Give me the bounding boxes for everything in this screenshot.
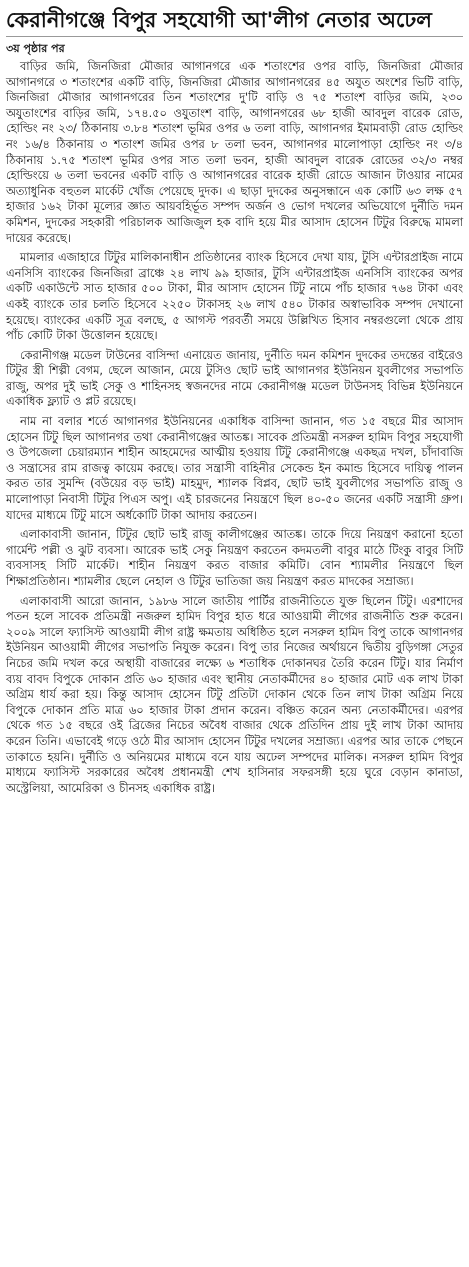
article-headline: কেরানীগঞ্জে বিপুর সহযোগী আ'লীগ নেতার অঢেল: [6, 8, 432, 32]
article-paragraph: মামলার এজাহারে টিটুর মালিকানাধীন প্রতিষ্ঠানের ব্যাংক হিসেবে দেখা যায়, টুসি এন্টারপ্রাইজ নামে এনসিসি ব্যাংকের জিনজিরা ব্রাঞ্চে ২৪ লাখ ৯৯ হাজার, টুসি এন্টারপ্রাইজ এনসিসি ব্যাংকের অপর একটি একাউন্টে সাত হাজার ৫০০ টাকা, মীর আসাদ হোসেন টিটু নামে পাঁচ হাজার ৭৬৪ টাকা এবং একই ব্যাংকে তার চলতি হিসেবে ২২৫০ টাকাসহ ২৬ লাখ ৫৪০ টাকার অস্বাভাবিক সম্পদ দেখানো হয়েছে। ব্যাংকের একটি সূত্র বলছে, ৫ আগস্ট পরবর্তী সময়ে উল্লিখিত হিসাব নম্বরগুলো থেকে প্রায় পাঁচ কোটি টাকা উত্তোলন হয়েছে।: [6, 251, 463, 343]
article-paragraph: কেরানীগঞ্জ মডেল টাউনের বাসিন্দা এনায়েত জানায়, দুর্নীতি দমন কমিশন দুদকের তদন্তের বাইরেও টিটুর স্ত্রী শিল্পী বেগম, ছেলে আজান, মেয়ে টুসিও ছোট ভাই আগানগর ইউনিয়ন যুবলীগের সভাপতি রাজু, অপর দুই ভাই সেকু ও শাহিনসহ স্বজনদের নামে কেরানীগঞ্জ মডেল টাউনসহ বিভিন্ন ইউনিয়নে একাধিক ফ্ল্যাট ও প্লট রয়েছে।: [6, 348, 463, 409]
article-paragraph: এলাকাবাসী আরো জানান, ১৯৮৬ সালে জাতীয় পার্টির রাজনীতিতে যুক্ত ছিলেন টিটু। এরশাদের পতন হলে সাবেক প্রতিমন্ত্রী নজরুল হামিদ বিপুর হাত ধরে আওয়ামী লীগের রাজনীতি শুরু করেন। ২০০৯ সালে ফ্যাসিস্ট আওয়ামী লীগ রাষ্ট্র ক্ষমতায় অধিষ্ঠিত হলে নসরুল হামিদ বিপু তাকে আগানগর ইউনিয়ন আওয়ামী লীগের সভাপতি নিযুক্ত করেন। বিপু তার নিজের অর্থায়নে দ্বিতীয় বুড়িগঙ্গা সেতুর নিচের জমি দখল করে অস্থায়ী বাজারের লক্ষ্যে ৬ শতাধিক দোকানঘর তৈরি করেন টিটু। যার নির্মাণ ব্যয় বাবদ বিপুকে দোকান প্রতি ৬০ হাজার এবং স্থানীয় নেতাকর্মীদের ৪০ হাজার মোট এক লাখ টাকা অগ্রিম ধার্য করা হয়। কিন্তু আসাদ হোসেন টিটু প্রতিটা দোকান থেকে তিন লাখ টাকা অগ্রিম নিয়ে বিপুকে দোকান প্রতি মাত্র ৬০ হাজার টাকা প্রদান করেন। বঞ্চিত করেন অন্য নেতাকর্মীদের। এরপর থেকে গত ১৫ বছরে ওই ব্রিজের নিচের অবৈধ বাজার থেকে প্রতিদিন প্রায় দুই লাখ টাকা আদায় করেন তিনি। এভাবেই গড়ে ওঠে মীর আসাদ হোসেন টিটুর দখলের সম্রাজ্য। এরপর আর তাকে পেছনে তাকাতে হয়নি। দুর্নীতি ও অনিয়মের মাধ্যমে বনে যায় অঢেল সম্পদের মালিক। নসরুল হামিদ বিপুর মাধ্যমে ফ্যাসিস্ট সরকারের অবৈধ প্রধানমন্ত্রী শেখ হাসিনার সফরসঙ্গী হয়ে ঘুরে বেড়ান কানাডা, অস্ট্রেলিয়া, আমেরিকা ও চীনসহ একাধিক রাষ্ট্র।: [6, 594, 463, 795]
headline-divider: [6, 36, 463, 37]
article-paragraph: এলাকাবাসী জানান, টিটুর ছোট ভাই রাজু কালীগঞ্জের আতঙ্ক। তাকে দিয়ে নিয়ন্ত্রণ করানো হতো গার্মেন্ট পল্লী ও ঝুট ব্যবসা। আরেক ভাই সেকু নিয়ন্ত্রণ করতেন কদমতলী বাবুর মাঠে টিংকু বাবুর সিটি ব্যবসাসহ সিটি মার্কেট। শাহীন নিয়ন্ত্রণ করত বাজার কমিটি। বোন শ্যামলীর নিয়ন্ত্রণে ছিল শিক্ষাপ্রতিষ্ঠান। শ্যামলীর ছেলে নেহাল ও টিটুর ভাতিজা জয় নিয়ন্ত্রণ করত মাদকের সম্রাজ্য।: [6, 528, 463, 588]
continuation-note: ৩য় পৃষ্ঠার পর: [6, 42, 65, 55]
article-paragraph: বাড়ির জমি, জিনজিরা মৌজার আগানগরে এক শতাংশের ওপর বাড়ি, জিনজিরা মৌজার আগানগরে ৩ শতাংশের একটি বাড়ি, জিনজিরা মৌজার আগানগরের ৪৫ অযুত অংশের ভিটি বাড়ি, জিনজিরা মৌজার আগানগরের তিন শতাংশের দু'টি বাড়ি ও ৭৫ শতাংশ বাড়ির জমি, ২৩০ অযুতাংশের বাড়ির জমি, ১৭৪.৫০ ওযুতাংশ বাড়ি, আগানগরের ৬৮ হাজী আবদুল বারেক রোড, হোল্ডিং নং ২৩/ ঠিকানায় ৩.৮৪ শতাংশ ভূমির ওপর ৬ তলা বাড়ি, আগানগর ইমামবাড়ী রোড হোল্ডিং নং ১৬/৪ ঠিকানায় ৩ শতাংশ জমির ওপর ৮ তলা ভবন, আগানগর মালোপাড়া হোল্ডিং নং ৩/৪ ঠিকানায় ১.৭৫ শতাংশ ভূমির ওপর সাত তলা ভবন, হাজী আবদুল বারেক রোডের ৩২/৩ নম্বর হোল্ডিংয়ে ৬ তলা ভবনের একটি বাড়ি ও আগানগরের বারেক হাজী রোডে আজান টাওয়ার নামের অত্যাধুনিক বহুতল মার্কেট খোঁজ পেয়েছে দুদক। এ ছাড়া দুদকের অনুসন্ধানে এক কোটি ৬৩ লক্ষ ৫৭ হাজার ১৬২ টাকা মূল্যের জ্ঞাত আয়বহির্ভূত সম্পদ অর্জন ও ভোগ দখলের অভিযোগে দুর্নীতি দমন কমিশন, দুদকের সহকারী পরিচালক আজিজুল হক বাদি হয়ে মীর আসাদ হোসেন টিটুর বিরুদ্ধে মামলা দায়ের করেছে।: [6, 60, 463, 245]
article-paragraph: নাম না বলার শর্তে আগানগর ইউনিয়নের একাধিক বাসিন্দা জানান, গত ১৫ বছরে মীর আসাদ হোসেন টিটু ছিল আগানগর তথা কেরানীগঞ্জের আতঙ্ক। সাবেক প্রতিমন্ত্রী নসরুল হামিদ বিপুর সহযোগী ও উপজেলা চেয়ারম্যান শাহীন আহমেদের আত্মীয় হওয়ায় টিটু কেরানীগঞ্জে একছত্র দখল, চাঁদাবাজি ও সন্ত্রাসের রাম রাজত্ব কায়েম করছে। তার সন্ত্রাসী বাহিনীর সেকেন্ড ইন কমান্ড হিসেবে দায়িত্ব পালন করত তার সুমন্দি (বউয়ের বড় ভাই) মাহমুদ, শ্যালক বিপ্লব, ছোট ভাই যুবলীগের সভাপতি রাজু ও মালোপাড়া নিবাসী টিটুর পিএস অপু। এই চারজনের নিয়ন্ত্রণে ছিল ৪০-৫০ জনের একটি সন্ত্রাসী গ্রুপ। যাদের মাধ্যমে টিটু মাসে অর্ধকোটি টাকা আদায় করতেন।: [6, 415, 463, 522]
